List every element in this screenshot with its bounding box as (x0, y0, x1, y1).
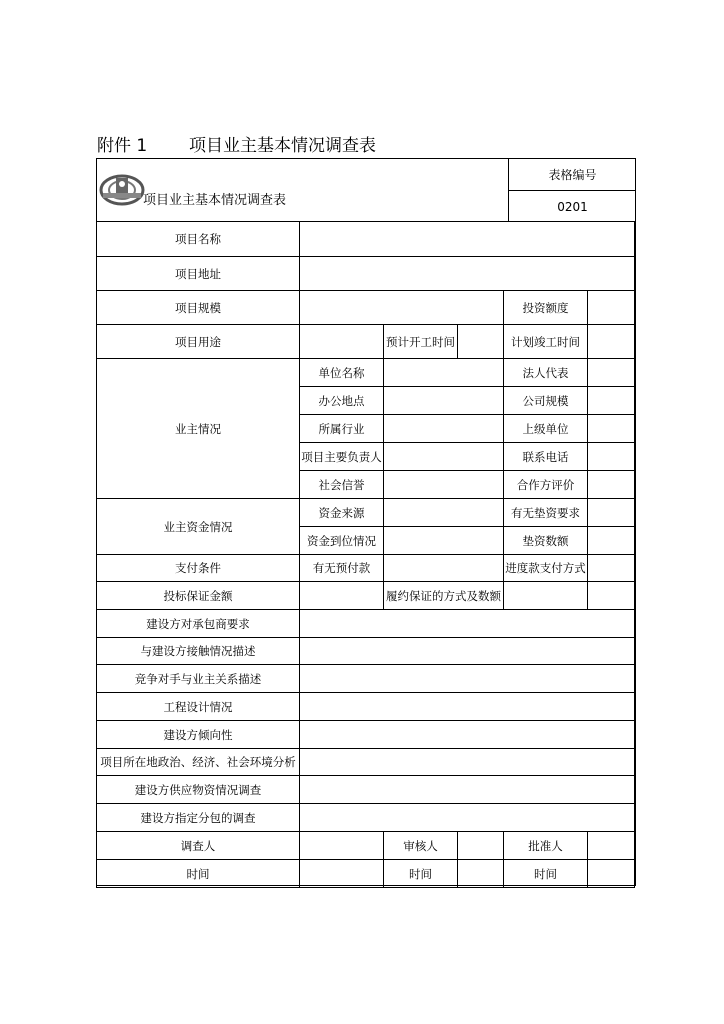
field-performance-bond-extra[interactable] (588, 582, 635, 610)
label-bid-bond: 投标保证金额 (97, 582, 300, 610)
field-planned-finish[interactable] (588, 325, 635, 359)
field-investigator[interactable] (300, 832, 384, 860)
company-logo-icon (99, 173, 145, 207)
label-advance-amount: 垫资数额 (504, 527, 588, 555)
label-investigator-time: 时间 (97, 860, 300, 888)
survey-table (96, 221, 635, 888)
field-advance-requirement[interactable] (588, 499, 635, 527)
label-planned-start: 预计开工时间 (384, 325, 458, 359)
label-payment-terms: 支付条件 (97, 555, 300, 582)
field-contractor-requirements[interactable] (300, 610, 635, 638)
label-performance-bond: 履约保证的方式及数额 (384, 582, 504, 610)
field-contact-phone[interactable] (588, 443, 635, 471)
label-industry: 所属行业 (300, 415, 384, 443)
field-project-address[interactable] (300, 257, 635, 291)
label-prepayment: 有无预付款 (300, 555, 384, 582)
label-company-scale: 公司规模 (504, 387, 588, 415)
label-reviewer-time: 时间 (384, 860, 458, 888)
label-approver: 批准人 (504, 832, 588, 860)
field-planned-start[interactable] (458, 325, 504, 359)
label-environment-analysis: 项目所在地政治、经济、社会环境分析 (97, 749, 300, 776)
header-right (508, 159, 636, 221)
field-supply-survey[interactable] (300, 776, 635, 804)
label-design-status: 工程设计情况 (97, 693, 300, 721)
field-performance-bond[interactable] (504, 582, 588, 610)
label-supply-survey: 建设方供应物资情况调查 (97, 776, 300, 804)
header-left (97, 159, 509, 221)
field-project-leader[interactable] (384, 443, 504, 471)
field-progress-payment[interactable] (588, 555, 635, 582)
label-competitor-relation: 竞争对手与业主关系描述 (97, 665, 300, 693)
field-subcontract-survey[interactable] (300, 804, 635, 832)
field-bid-bond[interactable] (300, 582, 384, 610)
label-fund-arrival: 资金到位情况 (300, 527, 384, 555)
label-subcontract-survey: 建设方指定分包的调查 (97, 804, 300, 832)
field-investigator-time[interactable] (300, 860, 384, 888)
field-legal-rep[interactable] (588, 359, 635, 387)
form-header (96, 158, 636, 222)
attachment-label: 附件 1 (97, 136, 148, 156)
field-reviewer[interactable] (458, 832, 504, 860)
label-progress-payment: 进度款支付方式 (504, 555, 588, 582)
label-fund-source: 资金来源 (300, 499, 384, 527)
label-investigator: 调查人 (97, 832, 300, 860)
document-title (97, 131, 376, 156)
field-investment-amount[interactable] (588, 291, 635, 325)
label-owner-info: 业主情况 (97, 359, 300, 499)
field-project-usage[interactable] (300, 325, 384, 359)
label-investment-amount: 投资额度 (504, 291, 588, 325)
field-fund-arrival[interactable] (384, 527, 504, 555)
form-title: 项目业主基本情况调查表 (143, 193, 287, 208)
field-industry[interactable] (384, 415, 504, 443)
label-contact-phone: 联系电话 (504, 443, 588, 471)
label-owner-tendency: 建设方倾向性 (97, 721, 300, 749)
label-project-leader: 项目主要负责人 (300, 443, 384, 471)
label-advance-requirement: 有无垫资要求 (504, 499, 588, 527)
field-company-scale[interactable] (588, 387, 635, 415)
field-design-status[interactable] (300, 693, 635, 721)
form-number-label: 表格编号 (509, 159, 636, 191)
label-planned-finish: 计划竣工时间 (504, 325, 588, 359)
field-reviewer-time[interactable] (458, 860, 504, 888)
field-approver[interactable] (588, 832, 635, 860)
field-office-location[interactable] (384, 387, 504, 415)
field-prepayment[interactable] (384, 555, 504, 582)
field-project-name[interactable] (300, 222, 635, 257)
field-owner-tendency[interactable] (300, 721, 635, 749)
field-approver-time[interactable] (588, 860, 635, 888)
label-project-address: 项目地址 (97, 257, 300, 291)
field-contact-description[interactable] (300, 638, 635, 665)
label-project-name: 项目名称 (97, 222, 300, 257)
label-superior-unit: 上级单位 (504, 415, 588, 443)
field-superior-unit[interactable] (588, 415, 635, 443)
field-social-credit[interactable] (384, 471, 504, 499)
field-competitor-relation[interactable] (300, 665, 635, 693)
label-social-credit: 社会信誉 (300, 471, 384, 499)
field-advance-amount[interactable] (588, 527, 635, 555)
label-project-usage: 项目用途 (97, 325, 300, 359)
field-project-scale[interactable] (300, 291, 504, 325)
document-title-text: 项目业主基本情况调查表 (189, 136, 376, 156)
label-partner-evaluation: 合作方评价 (504, 471, 588, 499)
field-fund-source[interactable] (384, 499, 504, 527)
field-partner-evaluation[interactable] (588, 471, 635, 499)
label-unit-name: 单位名称 (300, 359, 384, 387)
field-unit-name[interactable] (384, 359, 504, 387)
label-owner-funds: 业主资金情况 (97, 499, 300, 555)
label-legal-rep: 法人代表 (504, 359, 588, 387)
label-office-location: 办公地点 (300, 387, 384, 415)
label-reviewer: 审核人 (384, 832, 458, 860)
label-contact-description: 与建设方接触情况描述 (97, 638, 300, 665)
label-approver-time: 时间 (504, 860, 588, 888)
label-project-scale: 项目规模 (97, 291, 300, 325)
form-number-value: 0201 (557, 199, 588, 214)
field-environment-analysis[interactable] (300, 749, 635, 776)
label-contractor-requirements: 建设方对承包商要求 (97, 610, 300, 638)
